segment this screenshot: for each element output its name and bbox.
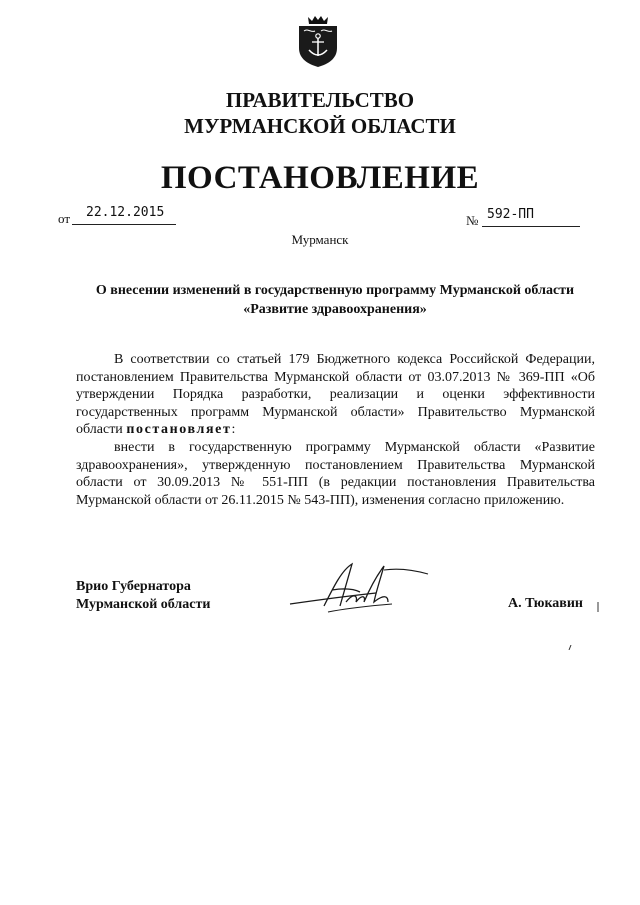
city-name: Мурманск [291, 232, 349, 247]
document-date: 22.12.2015 [86, 205, 165, 220]
date-underline [72, 224, 176, 225]
subject-line2: «Развитие здравоохранения» [243, 302, 427, 317]
signatory-title-line2: Мурманской области [76, 597, 211, 612]
document-body [76, 351, 595, 509]
org-name-line2: МУРМАНСКОЙ ОБЛАСТИ [184, 114, 456, 138]
subject-line1: О внесении изменений в государственную программу Мурманской области [95, 283, 575, 298]
document-number: 592-ПП [487, 207, 534, 222]
body-paragraph-1 [76, 351, 595, 439]
number-underline [482, 226, 580, 227]
ink-dot [568, 645, 572, 650]
ink-mark [597, 602, 599, 612]
signatory-title [76, 578, 210, 614]
coat-of-arms-icon [296, 14, 340, 68]
org-name-line1: ПРАВИТЕЛЬСТВО [225, 88, 415, 112]
body-paragraph-2: внести в государственную программу Мурманской области «Развитие здравоохранения», утвержденную постановлением Правительства Мурманской области от 30.09.2013 № 551-ПП (в редакции постановления Правительства Мурманской области от 26.11.2015 № 543-ПП), изменения согласно приложению. [76, 439, 595, 508]
body-paragraph-1-text: В соответствии со статьей 179 Бюджетного кодекса Российской Федерации, постановлением Правительства Мурманской области от 03.07.2013 № 369-ПП «Об утверждении Порядка разработки, реализации и оценки эффективности государственных программ Мурманской области» Правительство Мурманской области [76, 352, 595, 438]
signatory-title-line1: Врио Губернатора [76, 579, 191, 594]
handwritten-signature-icon [288, 556, 438, 616]
document-type-title: ПОСТАНОВЛЕНИЕ [160, 160, 480, 196]
resolution-keyword: постановляет [126, 422, 232, 438]
signatory-name: А. Тюкавин [508, 596, 583, 611]
date-prefix: от [58, 211, 71, 226]
document-subject [74, 281, 596, 319]
resolution-keyword-colon: : [231, 422, 236, 438]
number-prefix: № [466, 213, 479, 228]
